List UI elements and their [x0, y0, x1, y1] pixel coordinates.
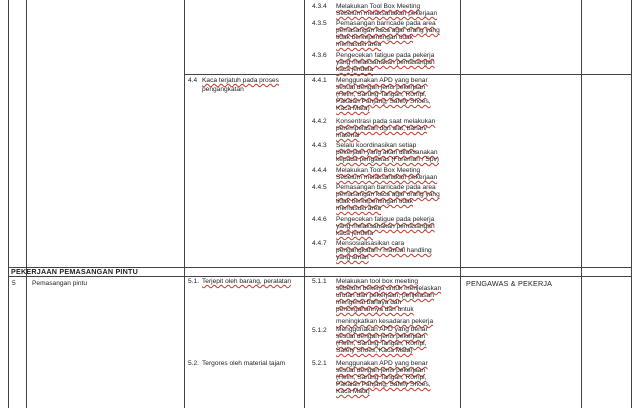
control-text: Melakukan Tool Box Meeting: [336, 167, 421, 174]
control-num: 4.3.5: [312, 20, 327, 27]
control-text: sesuai dengan jenis pekerjaan: [336, 333, 426, 340]
hazard-text: Tergores oleh material tajam: [202, 360, 286, 367]
control-text: sesuai dengan jenis pekerjaan: [336, 367, 426, 374]
control-text: kaca jendela: [336, 66, 374, 73]
control-text: Konsentrasi pada saat melakukan: [336, 118, 436, 125]
table-border-left: [8, 0, 9, 408]
control-text: memasuki area: [336, 205, 382, 212]
control-text: pemasangan kaca agar orang yang: [336, 191, 440, 198]
row-divider-4-4: [184, 74, 632, 75]
control-text: urutan dari pekerjaan, penjelasan: [336, 292, 434, 299]
control-text: Kaca Mata): [336, 388, 370, 395]
row-divider-section-title: [8, 276, 632, 277]
control-text: tidak berkepentingan tidak: [336, 34, 413, 41]
control-text: Safety Shoes, Kaca Mata): [336, 347, 413, 354]
control-text: (Helm, Sarung Tangan, Rompi,: [336, 374, 427, 381]
column-divider-activity: [184, 0, 185, 408]
control-text: kaca jendela: [336, 230, 374, 237]
column-divider-responsible: [581, 0, 582, 408]
control-num: 4.4.3: [312, 142, 327, 149]
control-num: 5.2.1: [312, 360, 327, 367]
control-text: Mensosialisasikan cara: [336, 240, 405, 247]
control-num: 4.4.6: [312, 216, 327, 223]
hazard-num: 5.2.: [188, 360, 199, 367]
column-divider-hazard: [304, 0, 305, 408]
control-text: Menggunakan APD yang benar: [336, 77, 428, 84]
hazard-text: pengangkatan: [202, 86, 244, 93]
control-text: memasuki area: [336, 41, 382, 48]
control-text: Sebelum melaksanakan pekerjaan: [336, 10, 438, 17]
control-text: perempelasan dgn alat, bahan/: [336, 125, 427, 132]
control-num: 4.4.5: [312, 184, 327, 191]
control-num: 4.4.1: [312, 77, 327, 84]
control-num: 4.4.7: [312, 240, 327, 247]
control-num: 4.4.2: [312, 118, 327, 125]
column-divider-control: [460, 0, 461, 408]
control-text: (Helm, Sarung Tangan, Rompi,: [336, 91, 427, 98]
control-text: sesuai dengan jenis pekerjaan: [336, 84, 426, 91]
control-text: yang melaksanakan pemasangan: [336, 223, 435, 230]
section-title: PEKERJAAN PEMASANGAN PINTU: [11, 267, 139, 276]
hazard-text: Kaca terjatuh pada proses: [202, 77, 279, 84]
control-text: Melakukan Tool Box Meeting: [336, 3, 421, 10]
table-border-right: [631, 0, 632, 408]
control-text: kepada pengawas (Foreman / Spv): [336, 156, 439, 163]
control-text: Menggunakan APD yang benar: [336, 326, 428, 333]
control-text: material: [336, 132, 360, 139]
control-text: yang melaksanakan pemasangan: [336, 59, 435, 66]
control-text: Pemasangan barricade pada area: [336, 20, 436, 27]
control-text: Menggunakan APD yang benar: [336, 360, 428, 367]
control-text: Pemasangan barricade pada area: [336, 184, 436, 191]
responsible-text: PENGAWAS & PEKERJA: [466, 279, 553, 288]
control-text: Sebelum melaksanakan pekerjaan: [336, 174, 438, 181]
control-text: pemasangan kaca agar orang yang: [336, 27, 440, 34]
control-text: meningkatkan kesadaran pekerja: [336, 318, 434, 325]
control-text: pengangkatan / manual handling: [336, 247, 432, 254]
column-divider-no: [26, 0, 27, 408]
hazard-num: 5.1.: [188, 278, 199, 285]
control-num: 4.4.4: [312, 167, 327, 174]
hazard-text: Terjepit oleh barang, peralatan: [202, 278, 292, 285]
control-text: Pakaian Panjang, Safety Shoes,: [336, 98, 431, 105]
control-text: pencegahannya dan untuk: [336, 306, 414, 313]
control-text: mengenai bahaya dan: [336, 299, 402, 306]
control-text: Pengecekan fatigue pada pekerja: [336, 52, 435, 59]
activity-text: Pemasangan pintu: [32, 280, 87, 287]
control-text: pekerjaan yang akan dilaksanakan: [336, 149, 438, 156]
control-text: Selalu koordinasikan setiap: [336, 142, 417, 149]
control-num: 4.3.6: [312, 52, 327, 59]
hazard-num: 4.4: [188, 77, 198, 84]
control-num: 5.1.1: [312, 278, 327, 285]
row-number: 5: [12, 280, 16, 287]
control-num: 4.3.4: [312, 3, 327, 10]
control-text: sebelum bekerja untuk menjelaskan: [336, 285, 442, 292]
control-text: (Helm, Sarung Tangan, Rompi,: [336, 340, 427, 347]
control-num: 5.1.2: [312, 327, 327, 334]
control-text: Pakaian Panjang, Safety Shoes,: [336, 381, 431, 388]
control-text: Melakukan tool box meeting: [336, 278, 419, 285]
control-text: Pengecekan fatigue pada pekerja: [336, 216, 435, 223]
control-text: yang aman: [336, 254, 369, 261]
control-text: Kaca Mata): [336, 105, 370, 112]
control-text: tidak berkepentingan tidak: [336, 198, 413, 205]
